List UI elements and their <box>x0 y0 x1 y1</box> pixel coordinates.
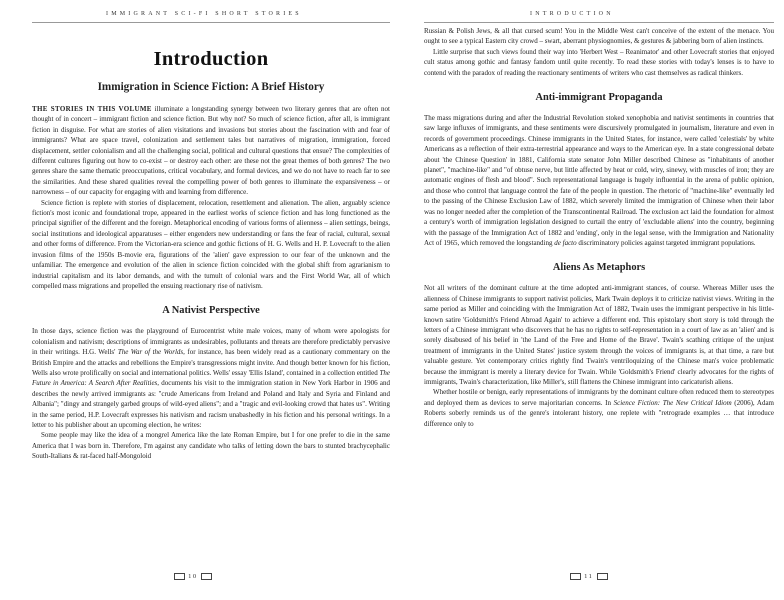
paragraph-text: The mass migrations during and after the Industrial Revolution stoked xenophobia and nativist sentiments in countries that saw large influxes of immigrants, and these sentiments were discursively promulgated in journalism, literature and even in records of government proceedings. Chinese immigrants in the United States, for instance, were called 'celestials' by white Americans as a reflection of their extra-terrestrial appearance and ways to the American eye. In a state congressional debate about 'the Chinese Question' in 1881, California state senator John Miller described Chinese as "inhabitants of another planet", "machine-like" and "of obtuse nerve, but little affected by heat or cold, wiry, sinewy, with muscles of iron; they are automatic engines of flesh and blood". Such representational language is hugely influential in the arena of public opinion, and those who control that language control the fate of the people in question. The rhetoric of "machine-like" eventually led to the passing of the Chinese Exclusion Law of 1882, which severely limited the immigration of Chinese when their labor was no longer needed after the completion of the Transcontinental Railroad. The exclusion act laid the foundation for almost a century's worth of immigration legislation designed to curtail the entry of 'excludable aliens' into the country, beginning with the passage of the Immigration Act of 1882 and 'ending', only in the legal sense, with the Immigration and Nationality Act of 1965, which removed the longstanding <box>424 114 774 247</box>
paragraph <box>32 104 390 198</box>
section-heading: Anti-immigrant Propaganda <box>535 92 663 104</box>
paragraph: Not all writers of the dominant culture at the time adopted anti-immigrant stances, of course. Whereas Miller uses the alienness of Chinese immigrants to support nativist policies, Mark Twain deploys it to criticize nativist views. Writing in the same period as Miller and coinciding with the Immigration Act of 1882, Twain uses the immigrant perspective in his little-known satire 'Goldsmith's Friend Abroad Again' to achieve a different end. This epistolary short story is told through the letters of a Chinese immigrant who discovers that he has no rights to self-representation in a court of law as an 'alien' and is sorely disabused of his belief in 'the Land of the Free and Home of the Brave'. Twain's scathing critique of the unjust treatment of immigrants in the United States' justice system through the voices of immigrants is, at that time, a rare but valuable gesture. Yet contemporary critics rightly find Twain's ventriloquizing of the Chinese man's voice problematic because the immigrant is merely a literary device for Twain. While 'Goldsmith's Friend' clearly advocates for the rights of immigrants, Twain's characterization, like Miller's, still flattens the Chinese immigrant into caricaturish aliens. <box>424 284 774 386</box>
paragraph <box>424 113 774 248</box>
folio-ornament-icon <box>201 573 212 580</box>
paragraph-text: , for instance, has been widely read as a cautionary commentary on the British Empire and the attacks and rebellions the Empire's transgressions might invite. And though better known for his fiction, Wells also wrote prolifically on social and international politics. Wells' essay 'Ellis Island', contained in a collection entitled <box>32 348 390 377</box>
section-heading: A Nativist Perspective <box>162 305 260 317</box>
book-title: Science Fiction: The New Critical Idiom <box>613 398 732 407</box>
block-quote: Some people may like the idea of a mongrel America like the late Roman Empire, but I for one prefer to die in the same America that I was born in. Therefore, I'm against any candidate who talks of letting down the bars to stunted brachycephalic South-Italians & rat-faced half-Mongoloid <box>32 431 390 461</box>
paragraph-text: discriminatory policies against targeted immigrant populations. <box>576 238 756 247</box>
paragraph-text: illuminate a longstanding synergy between two literary genres that are often not thought of in concert – immigrant fiction and science fiction. But why not? So much of science fiction, after all, is immigrant fiction in disguise. For what are stories of alien visitations and invasions but stories about the fascination with and fear of immigrants? What are space travel, colonization and settlement tales but narratives of migration, immigration, forced displacement, settler colonialism and all the challenging social, political and cultural questions that ensue? The complexities of different cultures figuring out how to co-exist – or destroy each other: are these not the great themes of both genres? The two genres share the same thematic preoccupations, critical vocabulary, and formal devices, and we do not have to reach far to see the similarities. And these shared qualities reveal the compelling power of both genres to illuminate the expansiveness – or narrowness – of our capacity for engaging with and learning from difference. <box>32 105 390 197</box>
page-title: Introduction <box>153 48 269 70</box>
book-title: The Future in America: A Search After Realities <box>32 368 390 388</box>
book-title: The War of the Worlds <box>117 348 184 357</box>
right-page <box>424 0 774 600</box>
paragraph-text: (2006), Adam Roberts soberly reminds us of the genre's intolerant history, one replete with "retrograde examples … that introduce difference only to <box>424 398 774 428</box>
left-page-body <box>32 26 390 462</box>
page-number-text: 11 <box>584 573 594 580</box>
page-number <box>570 573 608 580</box>
left-page <box>32 0 390 600</box>
italic-term: de facto <box>554 238 577 247</box>
folio-ornament-icon <box>570 573 581 580</box>
header-rule <box>424 22 774 23</box>
folio-ornament-icon <box>174 573 185 580</box>
paragraph-text: , documents his visit to the immigration station in New York Harbor in 1906 and describes the newly arrived immigrants as: "crude Americans from Ireland and Poland and Italy and Syria and Finland and Albania"; "dingy and strangely garbed groups of wild-eyed aliens"; and a "tragic and evil-looking crowd that hates us". Writing in the same period, H.P. Lovecraft expresses his nativism and racism unabashedly in his fiction and his personal writings. In a letter to his publisher about an upcoming election, he writes: <box>32 379 390 429</box>
paragraph <box>32 326 390 430</box>
paragraph: Little surprise that such views found their way into 'Herbert West – Reanimator' and other Lovecraft stories that enjoyed cult status among gothic and fantasy fandom until quite recently. To read these stories with today's lenses is to have to contend with the paradox of reading the reactionary sentiments of writers who cast themselves as radical thinkers. <box>424 47 774 77</box>
folio-ornament-icon <box>597 573 608 580</box>
page-subtitle: Immigration in Science Fiction: A Brief History <box>97 81 325 93</box>
paragraph-text: In those days, science fiction was the playground of Eurocentrist white male voices, many of whom were apologists for colonialism and nativism; descriptions of immigrants as undesirables, pollutants and threats are therefore predictably pervasive in their writings. H.G. Wells' <box>32 327 390 357</box>
page-number-text: 10 <box>188 573 198 580</box>
paragraph <box>424 387 774 429</box>
running-head: INTRODUCTION <box>530 11 614 17</box>
paragraph-text: Whether hostile or benign, early representations of immigrants by the dominant culture often reduced them to stereotypes and deployed them as devices to serve majoritarian concerns. In <box>424 388 774 407</box>
page-number <box>174 573 212 580</box>
lead-in: THE STORIES IN THIS VOLUME <box>32 105 152 113</box>
section-heading: Aliens As Metaphors <box>552 262 646 274</box>
right-page-body <box>424 26 774 429</box>
paragraph: Science fiction is replete with stories of displacement, relocation, resettlement and alienation. The alien, arguably science fiction's most iconic and foundational trope, appeared in the earliest works of science fiction and has long functioned as the principal signifier of the different and the foreign. Metaphorical encoding of various forms of alienness – alien settings, beings, social institutions and ideological apparatuses – either engenders new understanding or fans the fear of racial, cultural, sexual and other forms of difference. From the Victorian-era science and gothic fictions of H. G. Wells and H. P. Lovecraft to the alien invasion films of the 1950s B-movie era, figurations of the 'alien' gave expression to our fear of the unknown and the unfamiliar. The emergence and evolution of the alien in science fiction coincided with the global shift from agrarianism to industrial capitalism and its labor demands, and with the tumult of colonial wars and the First World War, all of which compelled mass migrations and propelled the ensuing reactionary rise of nativism. <box>32 198 390 290</box>
block-quote: Russian & Polish Jews, & all that cursed scum! You in the Middle West can't conceive of the extent of the menace. You ought to see a typical Eastern city crowd – swart, aberrant physiognomies, & gestures & jabbering born of alien instincts. <box>424 27 774 46</box>
running-head: IMMIGRANT SCI-FI SHORT STORIES <box>106 11 302 17</box>
header-rule <box>32 22 390 23</box>
